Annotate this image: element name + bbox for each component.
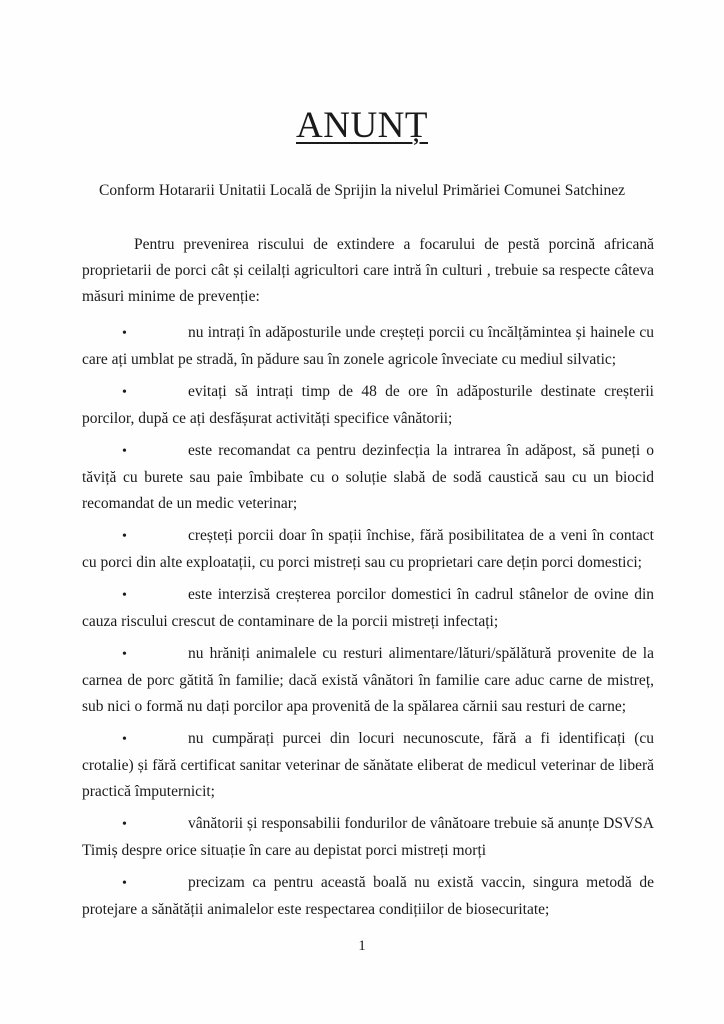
document-body: [82, 232, 654, 929]
measure-text: este interzisă creșterea porcilor domestici în cadrul stânelor de ovine din cauza riscului crescut de contaminare de la porcii mistreți infectați;: [82, 586, 654, 630]
measure-text: este recomandat ca pentru dezinfecția la intrarea în adăpost, să puneți o tăviță cu burete sau paie îmbibate cu o soluție slabă de sodă caustică sau cu un biocid recomandat de un medic veterinar;: [82, 442, 654, 512]
measure-text: creșteți porcii doar în spații închise, fără posibilitatea de a veni în contact cu porci din alte exploatații, cu porci mistreți sau cu proprietari care dețin porci domestici;: [82, 527, 654, 571]
document-subtitle: Conform Hotararii Unitatii Locală de Sprijin la nivelul Primăriei Comunei Satchinez: [98, 182, 625, 199]
list-item: [82, 438, 654, 517]
bullet-icon: •: [122, 817, 127, 832]
list-item: [82, 320, 654, 373]
page-number: 1: [358, 938, 366, 954]
list-item: [82, 811, 654, 864]
intro-paragraph: Pentru prevenirea riscului de extindere a focarului de pestă porcină africană proprietarii de porci cât și ceilalți agricultori care intră în culturi , trebuie sa respecte câteva măsuri minime de prevenție:: [82, 236, 654, 305]
measure-text: nu intrați în adăposturile unde creșteți porcii cu încălțămintea și hainele cu care ați umblat pe stradă, în pădure sau în zonele agricole înveciate cu mediul silvatic;: [82, 324, 654, 368]
measure-text: nu hrăniți animalele cu resturi alimentare/lături/spălătură provenite de la carnea de porc gătită în familie; dacă există vânători în familie care aduc carne de mistreț, sub nici o formă nu dați porcilor apa provenită de la spălarea cărnii sau resturi de carne;: [82, 645, 654, 715]
bullet-icon: •: [122, 326, 127, 341]
document-title: ANUNȚ: [296, 105, 428, 146]
bullet-icon: •: [122, 444, 127, 459]
bullet-icon: •: [122, 732, 127, 747]
measure-text: nu cumpărați purcei din locuri necunoscute, fără a fi identificați (cu crotalie) și fără certificat sanitar veterinar de sănătate eliberat de medicul veterinar de liberă practică împuternicit;: [82, 730, 654, 800]
bullet-icon: •: [122, 647, 127, 662]
list-item: [82, 523, 654, 576]
list-item: [82, 726, 654, 805]
measure-text: vânătorii și responsabilii fondurilor de vânătoare trebuie să anunțe DSVSA Timiș despre orice situație în care au depistat porci mistreți morți: [82, 815, 654, 859]
bullet-icon: •: [122, 588, 127, 603]
measures-list: [82, 320, 654, 923]
measure-text: evitați să intrați timp de 48 de ore în adăposturile destinate creșterii porcilor, după ce ați desfășurat activități specifice vânătorii;: [82, 383, 654, 427]
measure-text: precizam ca pentru această boală nu există vaccin, singura metodă de protejare a sănătății animalelor este respectarea condițiilor de biosecuritate;: [82, 874, 654, 918]
list-item: [82, 379, 654, 432]
list-item: [82, 870, 654, 923]
bullet-icon: •: [122, 529, 127, 544]
list-item: [82, 641, 654, 720]
list-item: [82, 582, 654, 635]
bullet-icon: •: [122, 876, 127, 891]
bullet-icon: •: [122, 385, 127, 400]
